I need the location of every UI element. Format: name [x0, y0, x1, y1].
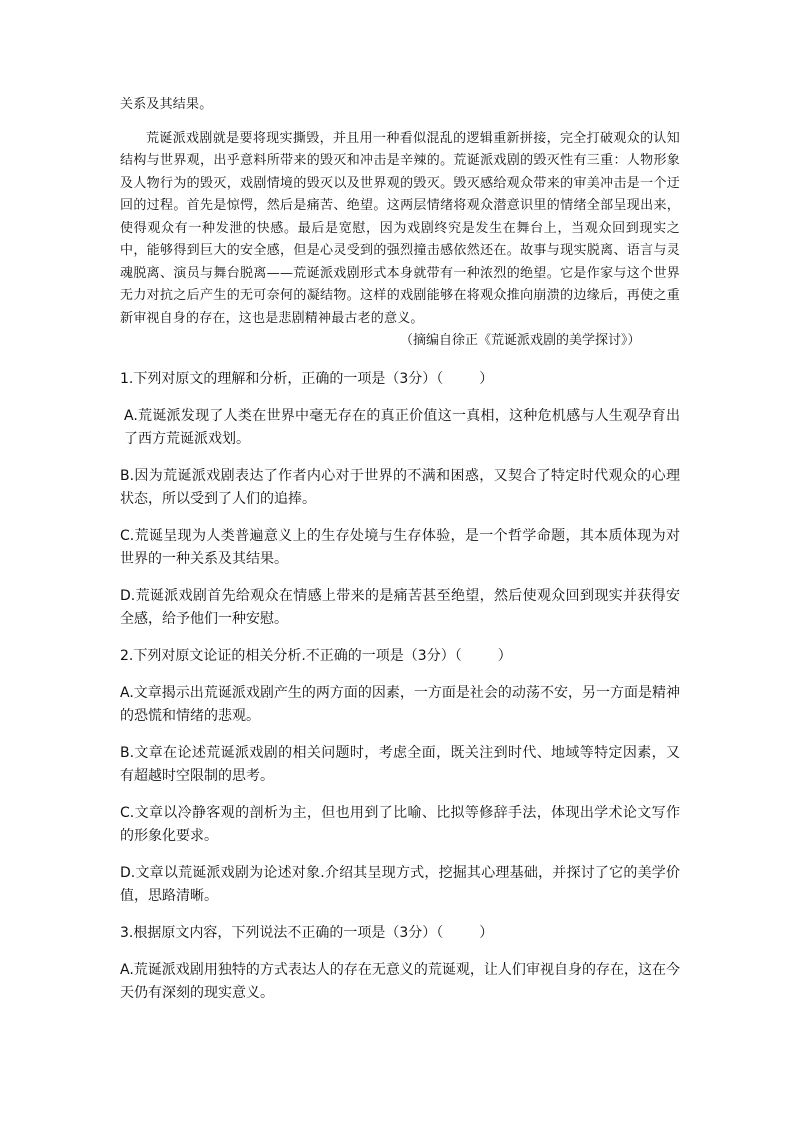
question-3: [120, 922, 680, 1005]
question-stem: [120, 922, 680, 945]
question-stem-text: 2.下列对原文论证的相关分析.不正确的一项是（3分）（: [120, 648, 462, 664]
question-stem-end: ）: [479, 371, 494, 387]
reading-passage: [120, 94, 680, 330]
option-d: D.文章以荒诞派戏剧为论述对象.介绍其呈现方式，挖掘其心理基础，并探讨了它的美学价值，思路清晰。: [120, 865, 680, 904]
question-stem-end: ）: [497, 648, 512, 664]
option-d: D.荒诞派戏剧首先给观众在情感上带来的是痛苦甚至绝望，然后使观众回到现实并获得安全感，给予他们一种安慰。: [120, 588, 680, 627]
question-list: [120, 368, 680, 1019]
option-a: A.文章揭示出荒诞派戏剧产生的两方面的因素，一方面是社会的动荡不安，另一方面是精神的恐慌和情绪的悲观。: [120, 685, 680, 724]
passage-source: （摘编自徐正《荒诞派戏剧的美学探讨》）: [400, 333, 641, 348]
question-stem-text: 1.下列对原文的理解和分析，正确的一项是（3分）（: [120, 371, 444, 387]
option-a: A.荒诞派戏剧用独特的方式表达人的存在无意义的荒诞观，让人们审视自身的存在，这在今天仍有深刻的现实意义。: [120, 962, 680, 1001]
question-stem: [120, 645, 680, 668]
question-1: [120, 368, 680, 631]
option-b: B.文章在论述荒诞派戏剧的相关问题时，考虑全面，既关注到时代、地域等特定因素，又有超越时空限制的思考。: [120, 745, 680, 784]
option-c: C.文章以冷静客观的剖析为主，但也用到了比喻、比拟等修辞手法，体现出学术论文写作的形象化要求。: [120, 805, 680, 844]
question-stem-text: 3.根据原文内容，下列说法不正确的一项是（3分）（: [120, 925, 444, 941]
question-2: [120, 645, 680, 908]
option-a: A.荒诞派发现了人类在世界中毫无存在的真正价值这一真相，这种危机感与人生观孕育出了西方荒诞派戏划。: [124, 408, 680, 447]
passage-continuation: 关系及其结果。: [120, 97, 213, 112]
option-c: C.荒诞呈现为人类普遍意义上的生存处境与生存体验，是一个哲学命题，其本质体现为对世界的一种关系及其结果。: [120, 528, 680, 567]
option-b: B.因为荒诞派戏剧表达了作者内心对于世界的不满和困惑，又契合了特定时代观众的心理状态，所以受到了人们的追捧。: [120, 468, 680, 507]
question-stem-end: ）: [479, 925, 494, 941]
passage-paragraph: 荒诞派戏剧就是要将现实撕毁，并且用一种看似混乱的逻辑重新拼接，完全打破观众的认知结构与世界观，出乎意料所带来的毁灭和冲击是辛辣的。荒诞派戏剧的毁灭性有三重：人物形象及人物行为的毁灭，戏剧情境的毁灭以及世界观的毁灭。毁灭感给观众带来的审美冲击是一个迂回的过程。首先是惊愕，然后是痛苦、绝望。这两层情绪将观众潜意识里的情绪全部呈现出来，使得观众有一种发泄的快感。最后是宽慰，因为戏剧终究是发生在舞台上，当观众回到现实之中，能够得到巨大的安全感，但是心灵受到的强烈撞击感依然还在。故事与现实脱离、语言与灵魂脱离、演员与舞台脱离——荒诞派戏剧形式本身就带有一种浓烈的绝望。它是作家与这个世界无力对抗之后产生的无可奈何的凝结物。这样的戏剧能够在将观众推向崩溃的边缘后，再使之重新审视自身的存在，这也是悲剧精神最古老的意义。: [120, 130, 680, 326]
question-stem: [120, 368, 680, 391]
